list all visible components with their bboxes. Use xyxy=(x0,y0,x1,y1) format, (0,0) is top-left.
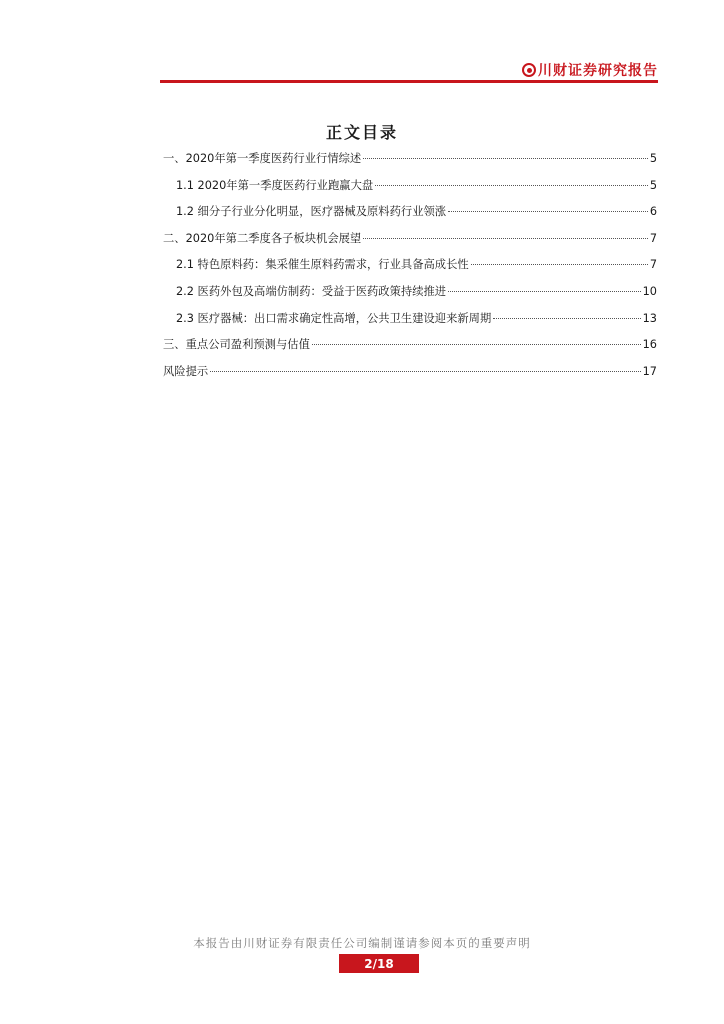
toc-entry-page: 7 xyxy=(649,231,657,245)
toc-entry[interactable] xyxy=(163,336,657,363)
toc-leader-dots xyxy=(448,211,648,212)
toc-title: 正文目录 xyxy=(325,123,398,142)
toc-entry-text: 2.2 医药外包及高端仿制药：受益于医药政策持续推进 xyxy=(176,284,447,298)
toc-leader-dots xyxy=(493,318,640,319)
toc-entry[interactable] xyxy=(163,177,657,204)
toc-entry-page: 5 xyxy=(649,152,657,165)
table-of-contents xyxy=(163,150,657,389)
toc-entry[interactable] xyxy=(163,150,657,177)
header-brand xyxy=(522,60,658,80)
toc-entry[interactable] xyxy=(163,363,657,390)
header-divider xyxy=(160,80,658,83)
toc-leader-dots xyxy=(363,238,648,239)
toc-leader-dots xyxy=(210,371,640,372)
toc-entry-text: 风险提示 xyxy=(163,364,209,378)
toc-entry-page: 5 xyxy=(649,178,657,192)
toc-entry[interactable] xyxy=(163,203,657,230)
toc-leader-dots xyxy=(363,158,648,159)
toc-entry-text: 1.2 细分子行业分化明显，医疗器械及原料药行业领涨 xyxy=(176,205,447,219)
toc-entry-text: 2.3 医疗器械：出口需求确定性高增，公共卫生建设迎来新周期 xyxy=(176,311,492,325)
toc-entry[interactable] xyxy=(163,256,657,283)
toc-entry-text: 二、2020年第二季度各子板块机会展望 xyxy=(163,231,362,245)
toc-leader-dots xyxy=(375,185,648,186)
toc-entry-page: 10 xyxy=(642,284,657,298)
toc-entry[interactable] xyxy=(163,310,657,337)
toc-entry-text: 三、重点公司盈利预测与估值 xyxy=(163,338,310,352)
toc-entry-text: 2.1 特色原料药：集采催生原料药需求，行业具备高成长性 xyxy=(176,258,469,272)
toc-entry-page: 13 xyxy=(642,311,657,325)
brand-name: 川财证券研究报告 xyxy=(538,63,658,79)
footer-disclaimer: 本报告由川财证券有限责任公司编制谨请参阅本页的重要声明 xyxy=(193,936,531,950)
toc-entry-page: 6 xyxy=(649,205,657,219)
toc-entry[interactable] xyxy=(163,283,657,310)
page-number-badge: 2/18 xyxy=(339,954,419,973)
toc-entry-text: 一、2020年第一季度医药行业行情综述 xyxy=(163,152,362,165)
toc-leader-dots xyxy=(471,264,648,265)
toc-entry-text: 1.1 2020年第一季度医药行业跑赢大盘 xyxy=(176,178,374,192)
company-logo-icon xyxy=(522,63,536,77)
toc-leader-dots xyxy=(448,291,641,292)
toc-entry-page: 17 xyxy=(642,364,657,378)
toc-leader-dots xyxy=(312,344,641,345)
toc-entry[interactable] xyxy=(163,230,657,257)
toc-entry-page: 7 xyxy=(649,258,657,272)
toc-entry-page: 16 xyxy=(642,338,657,352)
